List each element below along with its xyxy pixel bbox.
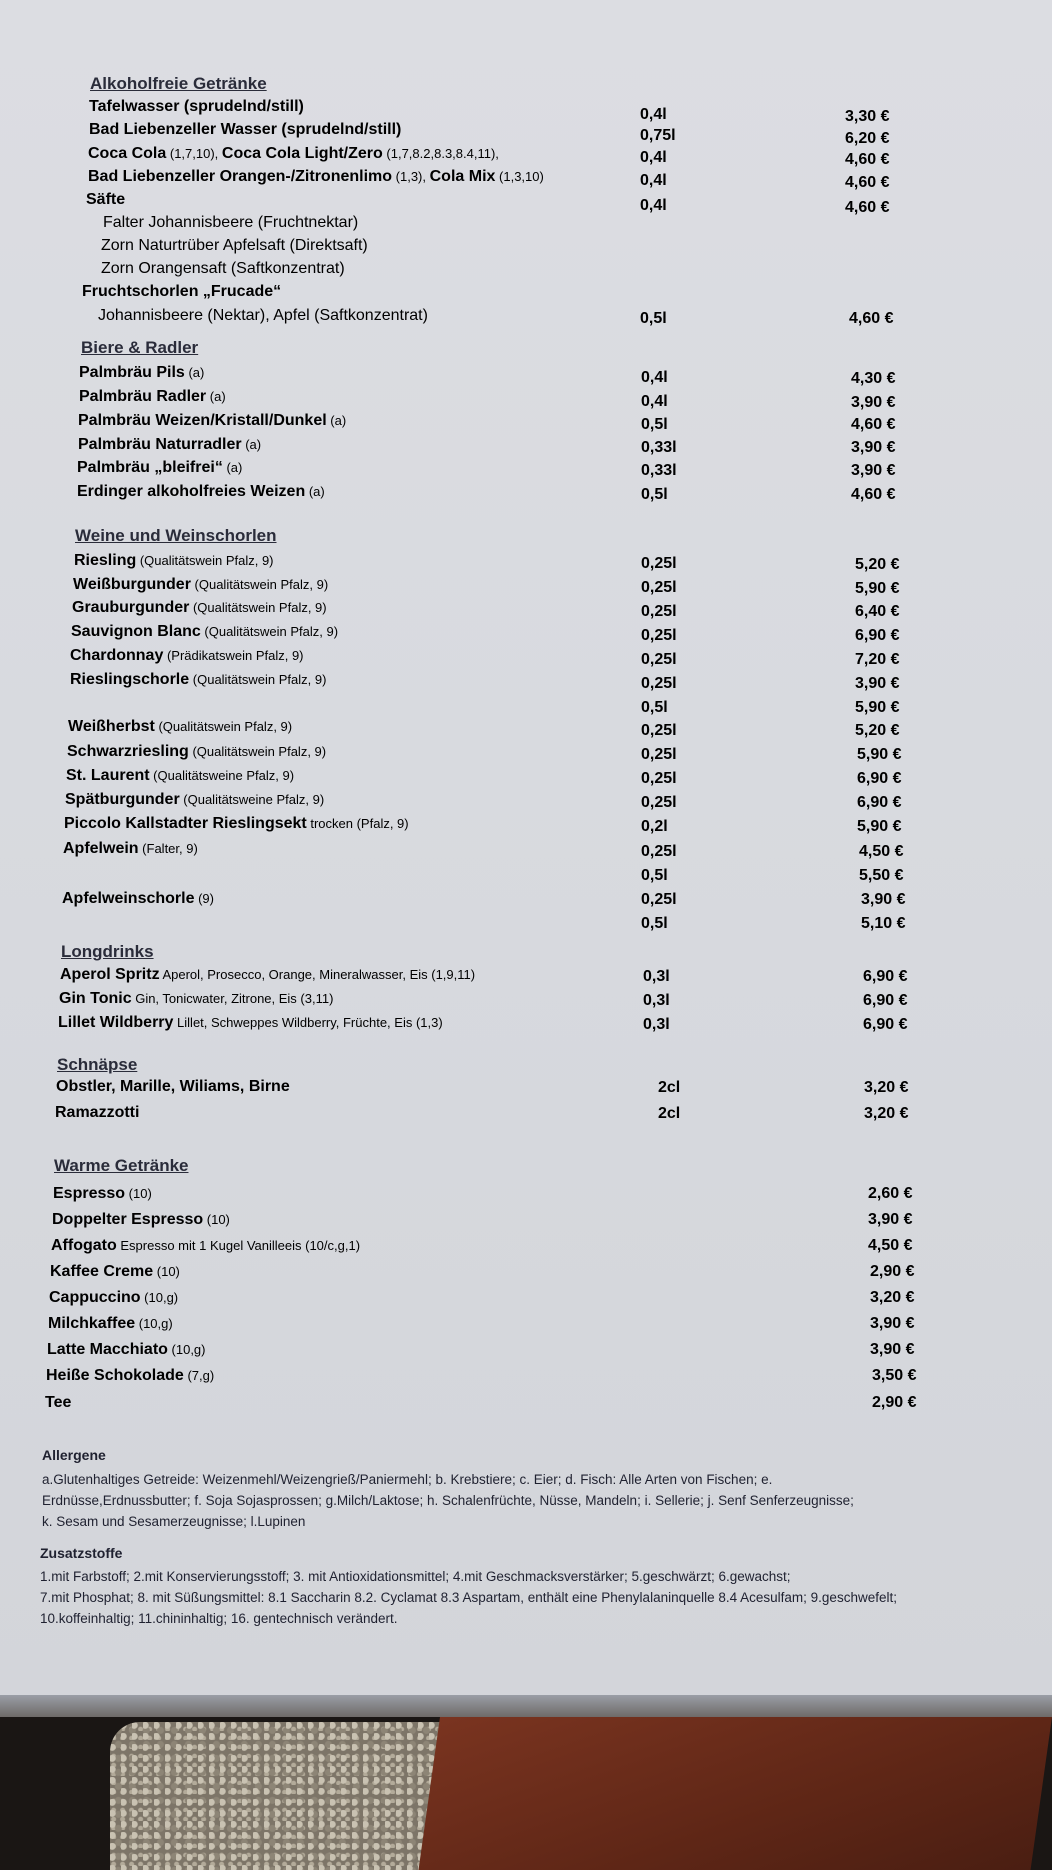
menu-subitem: Falter Johannisbeere (Fruchtnektar) bbox=[103, 214, 359, 231]
menu-item: Fruchtschorlen „Frucade“ bbox=[82, 283, 282, 300]
section-heading-biere: Biere & Radler bbox=[81, 338, 199, 357]
menu-item: Tafelwasser (sprudelnd/still) 0,4l 3,30 € bbox=[89, 98, 890, 125]
menu-item: Spätburgunder (Qualitätsweine Pfalz, 9) 0,25l 6,90 € bbox=[65, 791, 902, 811]
menu-item: Doppelter Espresso (10) 3,90 € bbox=[52, 1211, 913, 1228]
menu-item: Gin Tonic Gin, Tonicwater, Zitrone, Eis (3,11) 0,3l 6,90 € bbox=[59, 990, 908, 1009]
zusatzstoffe-title: Zusatzstoffe bbox=[40, 1545, 123, 1561]
menu-item: 0,5l 5,90 € bbox=[641, 699, 900, 716]
menu-item: Schwarzriesling (Qualitätswein Pfalz, 9) 0,25l 5,90 € bbox=[67, 743, 902, 763]
menu-item: St. Laurent (Qualitätsweine Pfalz, 9) 0,25l 6,90 € bbox=[66, 767, 902, 787]
menu-item: Grauburgunder (Qualitätswein Pfalz, 9) 0,25l 6,40 € bbox=[72, 599, 900, 620]
menu-item: Tee 2,90 € bbox=[45, 1394, 917, 1411]
menu-item: Palmbräu Pils (a) 0,4l 4,30 € bbox=[79, 364, 896, 387]
section-heading-longdrinks: Longdrinks bbox=[61, 942, 154, 961]
menu-item: Obstler, Marille, Wiliams, Birne 2cl 3,20 € bbox=[56, 1078, 909, 1096]
menu-item: Ramazzotti 2cl 3,20 € bbox=[55, 1104, 909, 1122]
menu-subitem: Johannisbeere (Nektar), Apfel (Saftkonzentrat) 0,5l 4,60 € bbox=[98, 307, 894, 327]
menu-item: Palmbräu „bleifrei“ (a) 0,33l 3,90 € bbox=[77, 459, 896, 479]
menu-item: Milchkaffee (10,g) 3,90 € bbox=[48, 1315, 915, 1332]
menu-item: Chardonnay (Prädikatswein Pfalz, 9) 0,25l 7,20 € bbox=[70, 647, 900, 668]
allergene-title: Allergene bbox=[42, 1447, 106, 1463]
menu-item: Säfte 0,4l 4,60 € bbox=[86, 191, 890, 216]
menu-item: Cappuccino (10,g) 3,20 € bbox=[49, 1289, 915, 1306]
menu-item: Weißburgunder (Qualitätswein Pfalz, 9) 0,25l 5,90 € bbox=[73, 576, 900, 597]
section-heading-alkoholfrei: Alkoholfreie Getränke bbox=[90, 74, 267, 93]
menu-item: Lillet Wildberry Lillet, Schweppes Wildberry, Früchte, Eis (1,3) 0,3l 6,90 € bbox=[58, 1014, 908, 1033]
sheet-edge bbox=[0, 1695, 1052, 1717]
menu-item: Riesling (Qualitätswein Pfalz, 9) 0,25l 5,20 € bbox=[74, 552, 900, 573]
menu-item: 0,5l 5,10 € bbox=[641, 915, 906, 932]
zusatzstoffe-text: 1.mit Farbstoff; 2.mit Konservierungsstoff; 3. mit Antioxidationsmittel; 4.mit Geschmacksverstärker; 5.geschwärzt; 6.gewachst; 7.mit Phosphat; 8. mit Süßungsmittel: 8.1 Saccharin 8.2. Cyclamat 8.3 Aspartam, enthält eine Phenylalaninquelle 8.4 Acesulfam; 9.geschwefelt; 10.koffeinhaltig; 11.chininhaltig; 16. gentechnisch verändert. bbox=[40, 1569, 897, 1626]
menu-item: Affogato Espresso mit 1 Kugel Vanilleeis (10/c,g,1) 4,50 € bbox=[51, 1237, 913, 1254]
allergene-text: a.Glutenhaltiges Getreide: Weizenmehl/Weizengrieß/Paniermehl; b. Krebstiere; c. Eier; d. Fisch: Alle Arten von Fischen; e. Erdnüsse,Erdnussbutter; f. Soja Sojasprossen; g.Milch/Laktose; h. Schalenfrüchte, Nüsse, Mandeln; i. Sellerie; j. Senf Senferzeugnisse; k. Sesam und Sesamerzeugnisse; l.Lupinen bbox=[42, 1472, 854, 1529]
menu-item: Coca Cola (1,7,10), Coca Cola Light/Zero (1,7,8.2,8.3,8.4,11), 0,4l 4,60 € bbox=[88, 145, 890, 168]
menu-item: Erdinger alkoholfreies Weizen (a) 0,5l 4,60 € bbox=[77, 483, 896, 503]
menu-item: Palmbräu Radler (a) 0,4l 3,90 € bbox=[79, 388, 896, 411]
section-heading-weine: Weine und Weinschorlen bbox=[75, 526, 277, 545]
menu-subitem: Zorn Naturtrüber Apfelsaft (Direktsaft) bbox=[101, 237, 368, 254]
menu-item: 0,5l 5,50 € bbox=[641, 867, 904, 884]
menu-item: Piccolo Kallstadter Rieslingsekt trocken (Pfalz, 9) 0,2l 5,90 € bbox=[64, 815, 902, 835]
menu-item: Palmbräu Weizen/Kristall/Dunkel (a) 0,5l 4,60 € bbox=[78, 412, 896, 433]
menu-item: Sauvignon Blanc (Qualitätswein Pfalz, 9) 0,25l 6,90 € bbox=[71, 623, 900, 644]
menu-item: Latte Macchiato (10,g) 3,90 € bbox=[47, 1341, 915, 1358]
menu-item: Bad Liebenzeller Orangen-/Zitronenlimo (1,3), Cola Mix (1,3,10) 0,4l 4,60 € bbox=[88, 168, 890, 191]
menu-item: Palmbräu Naturradler (a) 0,33l 3,90 € bbox=[78, 436, 896, 456]
menu-item: Weißherbst (Qualitätswein Pfalz, 9) 0,25l 5,20 € bbox=[68, 718, 900, 739]
menu-item: Kaffee Creme (10) 2,90 € bbox=[50, 1263, 915, 1280]
section-heading-schnaepse: Schnäpse bbox=[57, 1055, 138, 1074]
menu-item: Espresso (10) 2,60 € bbox=[53, 1185, 913, 1202]
menu-item: Apfelwein (Falter, 9) 0,25l 4,50 € bbox=[63, 840, 904, 860]
menu-item: Aperol Spritz Aperol, Prosecco, Orange, Mineralwasser, Eis (1,9,11) 0,3l 6,90 € bbox=[60, 966, 908, 985]
menu-item: Bad Liebenzeller Wasser (sprudelnd/still) 0,75l 6,20 € bbox=[89, 121, 890, 147]
menu-item: Heiße Schokolade (7,g) 3,50 € bbox=[46, 1367, 917, 1384]
menu-subitem: Zorn Orangensaft (Saftkonzentrat) bbox=[101, 260, 345, 277]
section-heading-warme-getraenke: Warme Getränke bbox=[54, 1156, 189, 1175]
menu-item: Apfelweinschorle (9) 0,25l 3,90 € bbox=[62, 890, 906, 908]
wooden-table bbox=[418, 1717, 1052, 1870]
menu-item: Rieslingschorle (Qualitätswein Pfalz, 9) 0,25l 3,90 € bbox=[70, 671, 900, 692]
